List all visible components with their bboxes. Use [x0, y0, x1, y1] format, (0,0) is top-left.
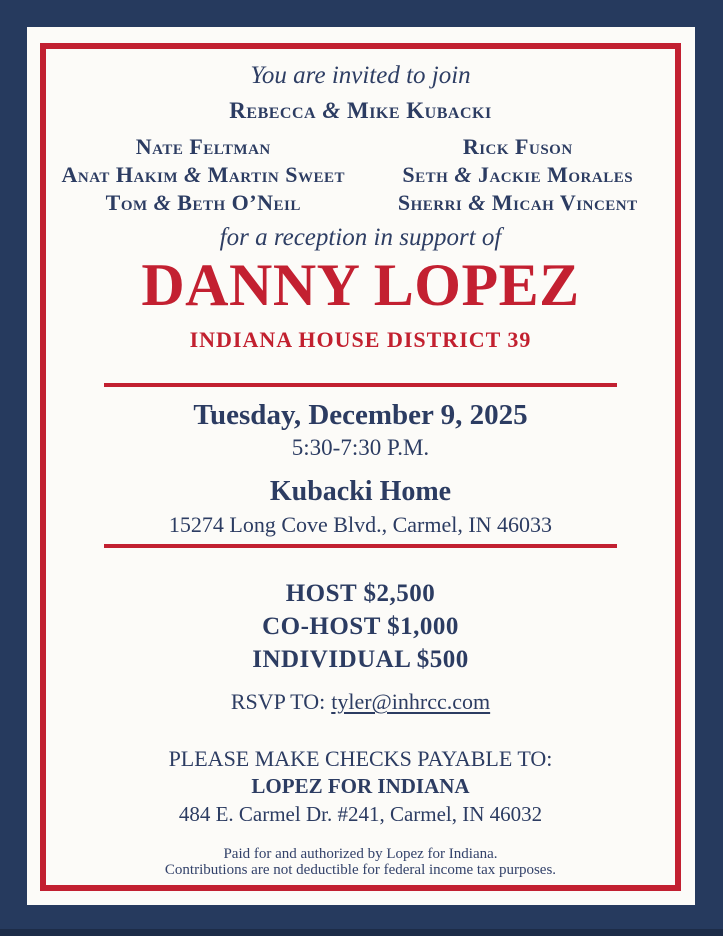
ampersand: &	[184, 162, 202, 187]
ampersand: &	[153, 190, 172, 215]
disclaimer-line: Contributions are not deductible for federal income tax purposes.	[164, 862, 557, 878]
ampersand: &	[468, 190, 486, 215]
divider-rule-bottom	[104, 544, 617, 548]
host-name: Sherri & Micah Vincent	[397, 190, 638, 215]
red-border-frame	[40, 43, 681, 891]
checks-heading: PLEASE MAKE CHECKS PAYABLE TO:	[168, 746, 553, 771]
disclaimer-line: Paid for and authorized by Lopez for Indiana.	[223, 846, 498, 862]
ampersand: &	[322, 98, 341, 123]
primary-hosts: Rebecca & Mike Kubacki	[229, 98, 492, 123]
rsvp-label: RSVP TO:	[230, 689, 326, 714]
level-host: HOST $2,500	[285, 580, 436, 607]
host-columns	[46, 133, 675, 217]
rsvp-line	[46, 687, 675, 716]
disclaimer-block	[46, 846, 675, 878]
checks-payee: LOPEZ FOR INDIANA	[251, 774, 470, 798]
intro-line: You are invited to join	[250, 62, 471, 89]
host-name: Tom & Beth O’Neil	[105, 190, 301, 215]
checks-block	[46, 744, 675, 829]
contribution-levels	[46, 577, 675, 676]
host-name: Seth & Jackie Morales	[402, 162, 634, 187]
level-cohost: CO-HOST $1,000	[262, 613, 459, 640]
bottom-edge-strip	[0, 929, 723, 936]
host-column-right	[361, 133, 676, 217]
host-column-left	[46, 133, 361, 217]
flyer-card	[27, 27, 695, 905]
event-venue: Kubacki Home	[269, 476, 452, 507]
host-name: Rick Fuson	[462, 134, 573, 159]
host-name: Nate Feltman	[135, 134, 271, 159]
ampersand: &	[454, 162, 472, 187]
event-address: 15274 Long Cove Blvd., Carmel, IN 46033	[168, 512, 553, 537]
divider-rule-top	[104, 383, 617, 387]
reception-line: for a reception in support of	[219, 224, 502, 251]
flyer-content	[46, 49, 675, 885]
level-individual: INDIVIDUAL $500	[252, 646, 469, 673]
office-title: INDIANA HOUSE DISTRICT 39	[189, 327, 532, 352]
checks-address: 484 E. Carmel Dr. #241, Carmel, IN 46032	[178, 802, 543, 826]
event-time: 5:30-7:30 P.M.	[291, 435, 430, 460]
event-date: Tuesday, December 9, 2025	[193, 399, 528, 431]
host-name: Anat Hakim & Martin Sweet	[61, 162, 345, 187]
candidate-name: DANNY LOPEZ	[141, 252, 580, 318]
rsvp-email-link[interactable]: tyler@inhrcc.com	[331, 689, 491, 714]
